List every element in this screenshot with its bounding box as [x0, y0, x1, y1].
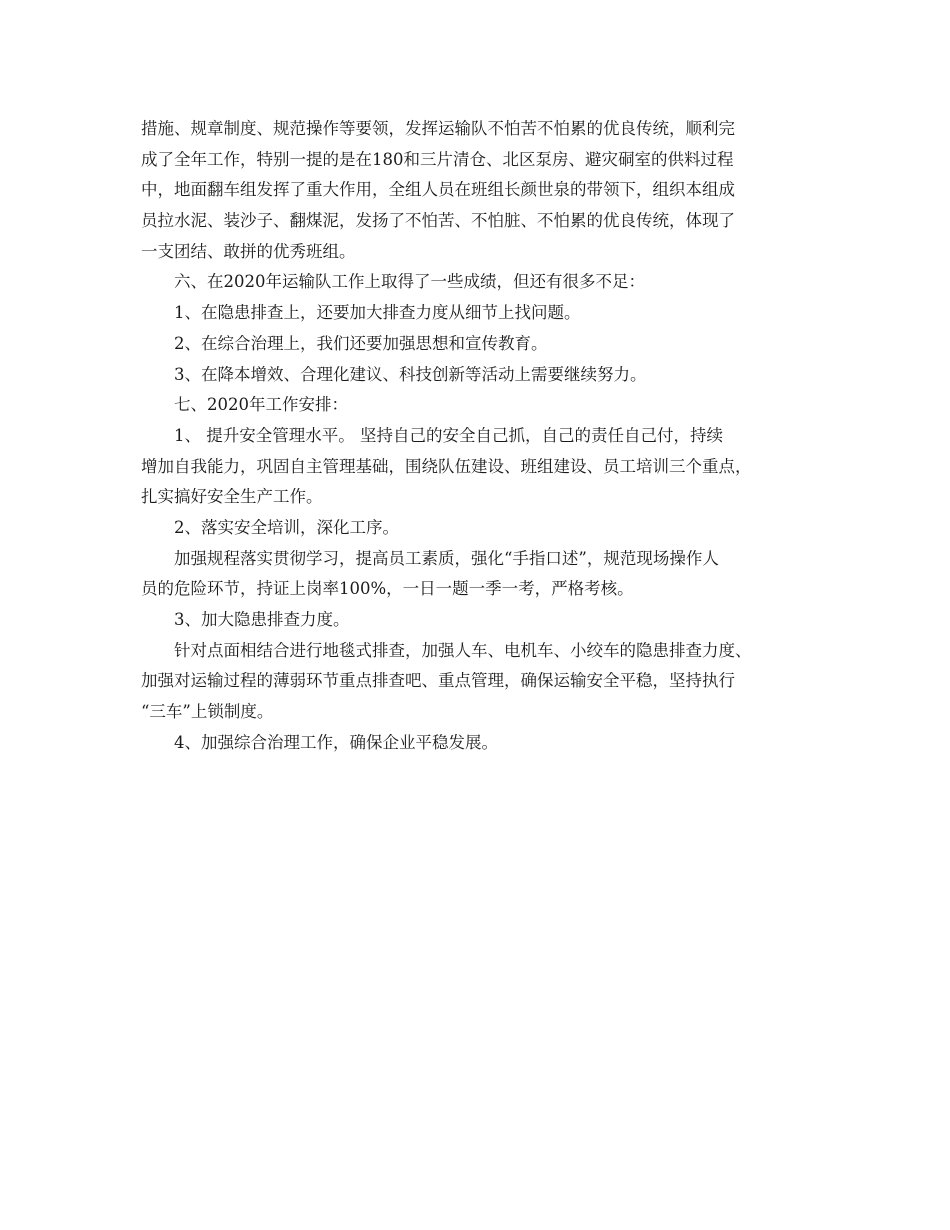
text-line: 员的危险环节，持证上岗率100%，一日一题一季一考，严格考核。	[141, 579, 634, 599]
list-item: 2、落实安全培训，深化工序。	[174, 517, 399, 537]
list-item: 1、在隐患排查上，还要加大排查力度从细节上找问题。	[174, 303, 581, 323]
text-line: 一支团结、敢拼的优秀班组。	[141, 241, 356, 261]
text-line: 中，地面翻车组发挥了重大作用，全组人员在班组长颜世泉的带领下，组织本组成	[141, 180, 735, 200]
text-line: 加强对运输过程的薄弱环节重点排查吧、重点管理，确保运输安全平稳，坚持执行	[141, 671, 735, 691]
text-line: 增加自我能力，巩固自主管理基础，围绕队伍建设、班组建设、员工培训三个重点，	[141, 456, 752, 476]
text-line: 成了全年工作，特别一提的是在180和三片清仓、北区泵房、避灾硐室的供料过程	[141, 149, 734, 169]
text-line: 针对点面相结合进行地毯式排查，加强人车、电机车、小绞车的隐患排查力度、	[174, 640, 752, 660]
section-heading-six: 六、在2020年运输队工作上取得了一些成绩，但还有很多不足：	[174, 272, 645, 292]
text-line: 措施、规章制度、规范操作等要领，发挥运输队不怕苦不怕累的优良传统，顺利完	[141, 119, 735, 138]
text-line: 员拉水泥、装沙子、翻煤泥，发扬了不怕苦、不怕脏、不怕累的优良传统，体现了	[141, 211, 735, 231]
list-item: 1、 提升安全管理水平。 坚持自己的安全自己抓，自己的责任自己付，持续	[174, 425, 723, 445]
document-body	[141, 114, 841, 758]
list-item: 3、在降本增效、合理化建议、科技创新等活动上需要继续努力。	[174, 364, 647, 384]
text-line: “三车”上锁制度。	[141, 702, 274, 722]
section-heading-seven: 七、2020年工作安排：	[174, 395, 348, 415]
text-line: 加强规程落实贯彻学习，提高员工素质，强化“手指口述”，规范现场操作人	[174, 548, 719, 568]
text-line: 扎实搞好安全生产工作。	[141, 487, 323, 507]
list-item: 4、加强综合治理工作，确保企业平稳发展。	[174, 732, 498, 752]
list-item: 2、在综合治理上，我们还要加强思想和宣传教育。	[174, 333, 548, 353]
list-item: 3、加大隐患排查力度。	[174, 610, 350, 629]
